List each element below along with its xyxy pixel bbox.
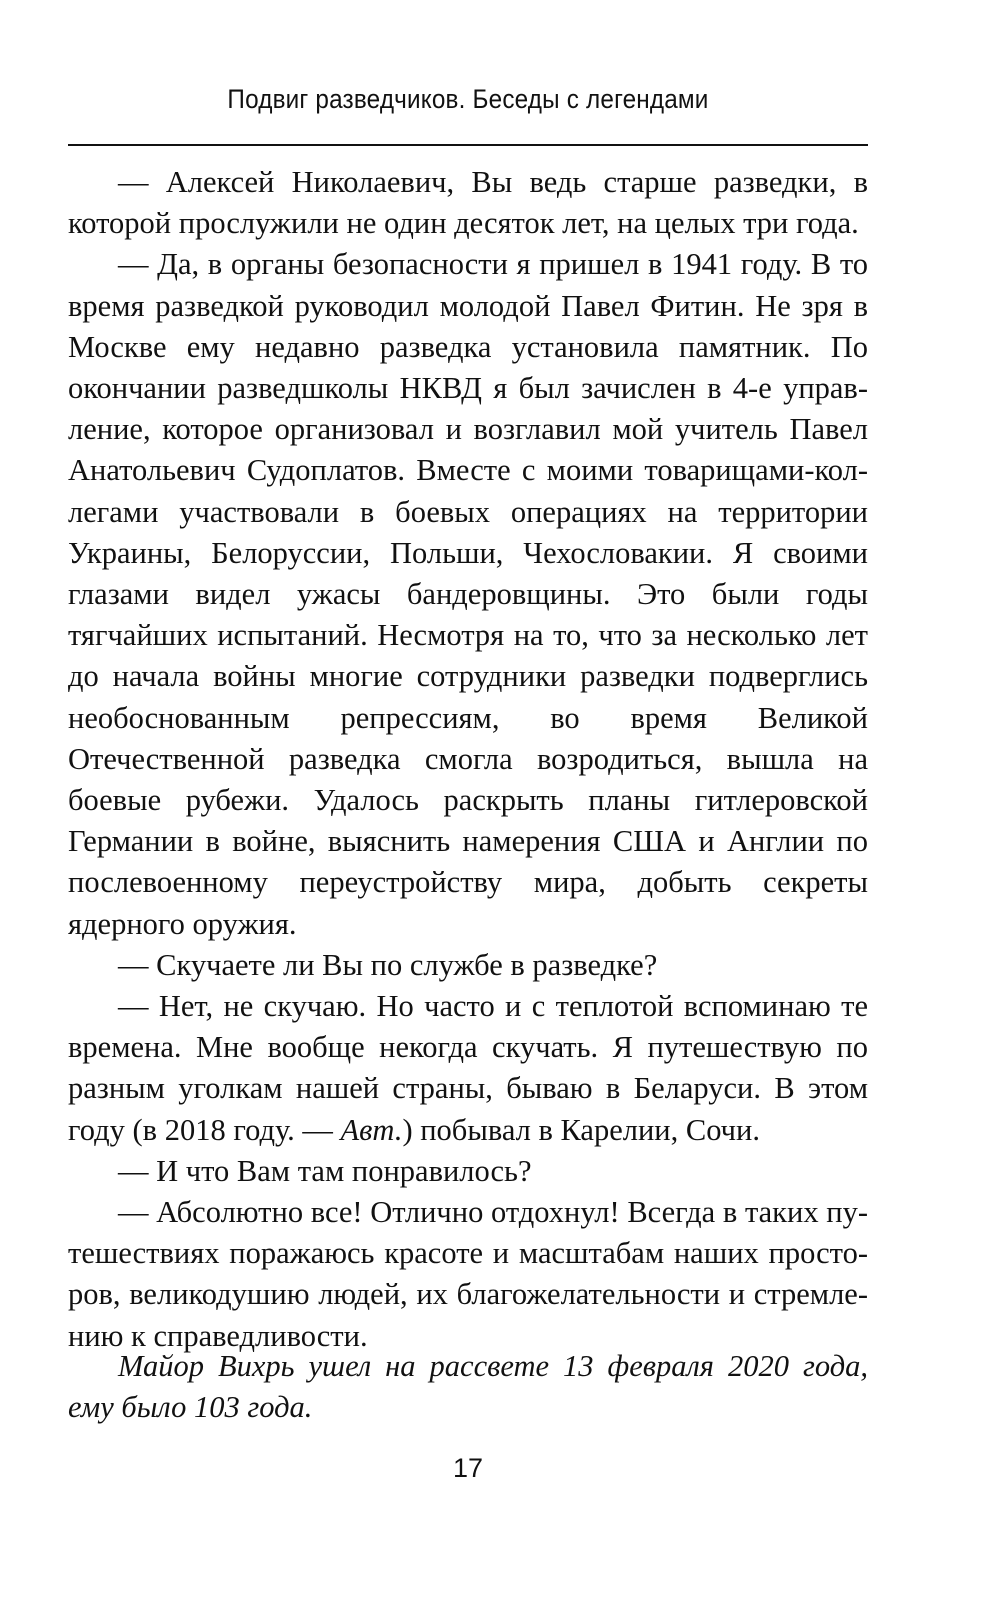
- answer-2-text-end: ) побывал в Карелии, Сочи.: [402, 1112, 760, 1147]
- epilogue-text: Майор Вихрь ушел на рассвете 13 февраля 2020 года, ему было 103 года.: [68, 1349, 868, 1424]
- epilogue: [68, 1346, 868, 1428]
- paragraph-question-3: — И что Вам там понравилось?: [118, 1153, 532, 1188]
- paragraph-answer-2: [68, 986, 868, 1151]
- paragraph-answer-1: — Да, в органы безопасности я пришел в 1941 году. В то время разведкой руководил молодой Павел Фитин. Не зря в Москве ему недавно разведка установила памятник. По окончании разведшколы НКВД я был зачислен в 4-е управление, которое организовал и возглавил мой учитель Павел Анатольевич Судоплатов. Вместе с моими товарищами-коллегами участвовали в боевых операциях на территории Украины, Белоруссии, Польши, Чехословакии. Я своими глазами видел ужасы бандеровщины. Это были годы тягчайших испытаний. Несмотря на то, что за несколько лет до начала войны многие сотрудники разведки подверглись необоснованным репрессиям, во время Великой Отечественной разведка смогла возродиться, вышла на боевые рубежи. Удалось раскрыть планы гитлеровской Германии в войне, выяснить намерения США и Англии по послевоенному переустройству мира, добыть секреты ядерного оружия.: [68, 247, 868, 941]
- paragraph-answer-3: — Абсолютно все! Отлично отдохнул! Всегда в таких путешествиях поражаюсь красоте и масштабам наших просторов, великодушию людей, их благожелательности и стремлению к справедливости.: [68, 1195, 868, 1353]
- author-note: Авт.: [340, 1112, 403, 1147]
- interview-body: [68, 162, 868, 1357]
- header-rule: [68, 144, 868, 146]
- running-header: Подвиг разведчиков. Беседы с легендами: [227, 84, 709, 114]
- page-number: 17: [452, 1453, 484, 1483]
- paragraph-question-2: — Скучаете ли Вы по службе в разведке?: [118, 947, 658, 982]
- paragraph-question-1: — Алексей Николаевич, Вы ведь старше разведки, в которой прослужили не один десяток лет, на целых три года.: [68, 165, 868, 241]
- answer-2-text: — Нет, не скучаю. Но часто и с теплотой вспоминаю те времена. Мне вообще некогда скучать. Я путешествую по разным уголкам нашей страны, бываю в Беларуси. В этом году (в 2018 году. —: [68, 989, 868, 1147]
